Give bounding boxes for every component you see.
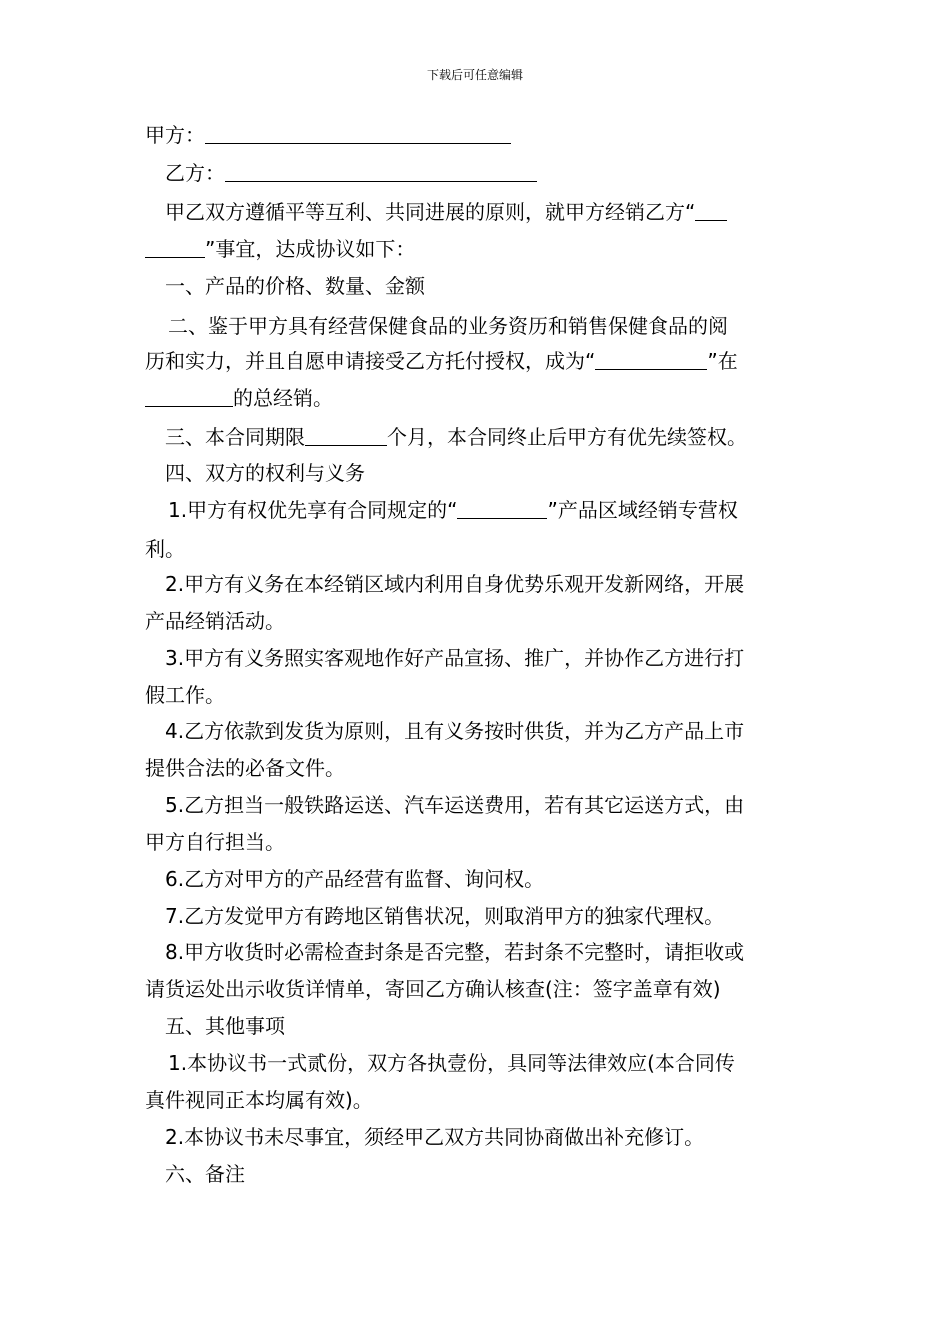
- section-1-title: 一、产品的价格、数量、金额: [165, 274, 425, 298]
- product-name-blank-a[interactable]: [695, 202, 727, 221]
- section-2-line-2: [145, 348, 815, 374]
- item-1-line-1: [168, 497, 838, 523]
- section-3-line: [165, 424, 835, 450]
- product-name-blank-b[interactable]: [145, 239, 205, 258]
- item-1-text-b: ”产品区域经销专营权: [547, 498, 738, 522]
- product-region-blank[interactable]: [457, 500, 547, 519]
- item-4-line-2: 提供合法的必备文件。: [145, 756, 345, 780]
- section-6-title: 六、备注: [165, 1162, 245, 1186]
- party-a-label: 甲方：: [145, 123, 205, 147]
- item-2-line-1: 2.甲方有义务在本经销区域内利用自身优势乐观开发新网络，开展: [165, 572, 745, 596]
- item-3-line-1: 3.甲方有义务照实客观地作好产品宣扬、推广，并协作乙方进行打: [165, 646, 745, 670]
- item-3-line-2: 假工作。: [145, 683, 225, 707]
- party-b-line: [165, 160, 835, 186]
- item-4-line-1: 4.乙方依款到发货为原则，且有义务按时供货，并为乙方产品上市: [165, 719, 745, 743]
- section-3-text-a: 三、本合同期限: [165, 425, 305, 449]
- term-months-blank[interactable]: [305, 427, 387, 446]
- section-2-text-b: ”在: [707, 349, 738, 373]
- section-3-text-b: 个月，本合同终止后甲方有优先续签权。: [387, 425, 747, 449]
- section-2-text-a: 历和实力，并且自愿申请接受乙方托付授权，成为“: [145, 349, 596, 373]
- intro-line-2: [145, 236, 815, 262]
- section-2-line-3: [145, 385, 815, 411]
- section-2-text-c: 的总经销。: [233, 386, 333, 410]
- item-8-line-1: 8.甲方收货时必需检查封条是否完整，若封条不完整时，请拒收或: [165, 940, 745, 964]
- other-1-line-1: 1.本协议书一式贰份，双方各执壹份，具同等法律效应(本合同传: [168, 1051, 735, 1075]
- item-7-line: 7.乙方发觉甲方有跨地区销售状况，则取消甲方的独家代理权。: [165, 904, 725, 928]
- item-6-line: 6.乙方对甲方的产品经营有监督、询问权。: [165, 867, 545, 891]
- party-b-blank[interactable]: [225, 163, 537, 182]
- other-2-line: 2.本协议书未尽事宜，须经甲乙双方共同协商做出补充修订。: [165, 1125, 705, 1149]
- party-a-blank[interactable]: [205, 125, 511, 144]
- item-8-line-2: 请货运处出示收货详情单，寄回乙方确认核查(注：签字盖章有效): [145, 977, 721, 1001]
- intro-text-1: 甲乙双方遵循平等互利、共同进展的原则，就甲方经销乙方“: [165, 200, 696, 224]
- other-1-line-2: 真件视同正本均属有效)。: [145, 1088, 373, 1112]
- section-2-line-1: 二、鉴于甲方具有经营保健食品的业务资历和销售保健食品的阅: [168, 314, 728, 338]
- item-1-text-a: 1.甲方有权优先享有合同规定的“: [168, 498, 458, 522]
- brand-blank[interactable]: [595, 351, 707, 370]
- item-5-line-1: 5.乙方担当一般铁路运送、汽车运送费用，若有其它运送方式，由: [165, 793, 745, 817]
- item-1-line-2: 利。: [145, 537, 185, 561]
- intro-text-2: ”事宜，达成协议如下：: [205, 237, 416, 261]
- item-2-line-2: 产品经销活动。: [145, 609, 285, 633]
- section-4-title: 四、双方的权利与义务: [165, 461, 365, 485]
- intro-line-1: [165, 199, 835, 225]
- section-5-title: 五、其他事项: [165, 1014, 285, 1038]
- region-blank[interactable]: [145, 388, 233, 407]
- party-b-label: 乙方：: [165, 161, 225, 185]
- page-header-note: 下载后可任意编辑: [426, 68, 523, 82]
- party-a-line: [145, 122, 815, 148]
- item-5-line-2: 甲方自行担当。: [145, 830, 285, 854]
